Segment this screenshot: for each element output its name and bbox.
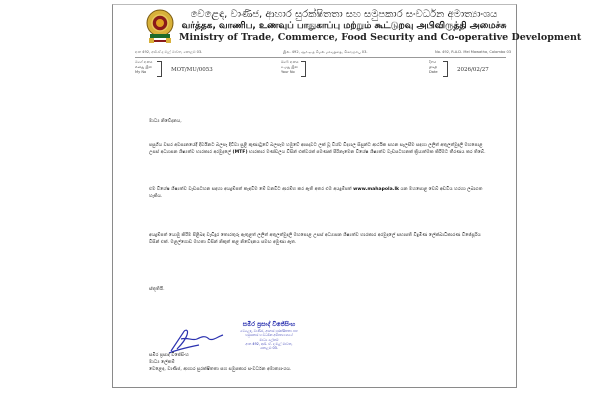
my-no-label: මගේ අංකය எனது இல My No bbox=[135, 60, 153, 74]
sri-lanka-emblem-icon bbox=[145, 7, 175, 45]
header-divider bbox=[135, 57, 506, 58]
paragraph-1 bbox=[149, 143, 489, 156]
paragraph-1-text: පසුගිය වසර අවසානයේදී දිවයිනට බලපෑ දිට්වා සුළි කුණාටුවේ බලපෑම හමුවේ ආපදාවට ලක් වූ විශ්ව විද්‍යාල සිසුන්ට ආර්ථික සහන සැලසීම සඳහා ලලිත් අතුලත්මුදලි මහපොළ උසස් අධ්‍යාපන ශිෂ්‍යත්ව භාරකාර අරමුදලේ bbox=[149, 143, 483, 155]
letterhead bbox=[179, 9, 582, 44]
paragraph-1-rest: භාරකාර මණ්ඩලය විසින් එක්වරක් පමණක් පිරිනැමෙන විශේෂ ශිෂ්‍යත්ව වැඩසටහනක් ක්‍රියාත්මක කිරීමට තීරණය කර තිබේ. bbox=[249, 149, 486, 155]
ministry-title-english: Ministry of Trade, Commerce, Food Security and Co-operative Development bbox=[179, 32, 582, 43]
mtf-abbreviation: (MTF) bbox=[232, 149, 248, 155]
ministry-title-sinhala: වෙළෙඳ, වාණිජ, ආහාර සුරක්ෂිතතා සහ සමුපකාර සංවර්ධන අමාත්‍යාංශය bbox=[190, 9, 498, 20]
viewer-background bbox=[0, 0, 112, 400]
signatory-title: මාධ්‍ය ලේකම් bbox=[149, 360, 175, 365]
my-no-brace bbox=[157, 61, 162, 77]
website-link[interactable]: www.mahapola.lk bbox=[353, 187, 400, 192]
date-brace bbox=[443, 61, 448, 77]
paragraph-2-text: එම විශේෂ ශිෂ්‍යත්ව වැඩසටහන සඳහා අයදුම්පත් කැඳවීම මේ වනවිට ආරම්භ කර ඇති අතර එම අයදුම්පත් bbox=[149, 187, 352, 192]
stamp-name: සමීර ප්‍රසාද් විජේසිංහ bbox=[242, 321, 296, 328]
address-tamil: இல. 492, ஆர்.ஏ.த மெல் மாவத்தை, கொழும்பு 03. bbox=[283, 50, 368, 54]
stamp-line-2: සමුපකාර සංවර්ධන අමාත්‍යාංශයේ bbox=[245, 333, 293, 338]
stamp-line-5: කොළඹ 03. bbox=[260, 346, 278, 351]
date-value: 2026/02/27 bbox=[457, 67, 489, 73]
stamp-line-1: වෙළෙඳ, වාණිජ, ආහාර සුරක්ෂිතතා සහ bbox=[240, 329, 298, 333]
paragraph-2-rest: යන මහපොළ වෙබ් අඩවිය හරහා ලබාගත හැකිය. bbox=[149, 187, 483, 199]
signatory-block bbox=[149, 352, 291, 373]
date-label: දිනය திகதி Date bbox=[429, 60, 438, 74]
salutation: මාධ්‍ය නිවේදනය, bbox=[149, 119, 182, 124]
address-english: No. 492, R.A.D. Mel Mawatha, Colombo 03 bbox=[435, 50, 512, 54]
official-stamp bbox=[219, 321, 319, 350]
paragraph-3: අයදුම්පත් යොමු කිරීම පිළිබඳ වැඩිදුර තොරතුරු ඇතුළත් ලලිත් අතුලත්මුදලි මහපොළ උසස් අධ්‍යාපන ශිෂ්‍යත්ව භාරකාර අරමුදලේ සභාපති වීදුමිණ ලේක්ඛාධිකාරණ විජේසූරිය විසින් එක්. මළල්ගොඩ මහතා විසින් නිකුත් කළ නිවේදනය සමඟ අමුණා ඇත. bbox=[149, 233, 481, 245]
signatory-ministry: වෙළෙඳ, වාණිජ, ආහාර සුරක්ෂිතතා සහ සමුපකාර සංවර්ධන අමාත්‍යාංශය. bbox=[149, 367, 292, 372]
stamp-line-3: මාධ්‍ය ලේකම් bbox=[259, 337, 279, 342]
address-sinhala: අංක 492, ආර්.ඒ.ද මැල් මාවත, කොළඹ 03. bbox=[135, 50, 203, 54]
my-no-value: MOT/MU/0053 bbox=[171, 67, 213, 73]
signatory-name: සමීර ප්‍රසාද් විජේසිංහ bbox=[149, 353, 189, 358]
letter-page bbox=[112, 4, 582, 388]
closing: ස්තූතියි. bbox=[149, 287, 165, 292]
stamp-line-4: අංක 492, ආර්. ඒ. ද මැල් මාවත, bbox=[245, 341, 293, 346]
your-no-label: ඔබේ අංකය உமது இல Your No bbox=[281, 60, 299, 74]
ministry-title-tamil: வர்த்தக, வாணிப, உணவுப் பாதுகாப்பு மற்றும் கூட்டுறவு அபிவிருத்தி அமைச்சு bbox=[181, 21, 507, 31]
your-no-brace bbox=[301, 61, 306, 77]
paragraph-2 bbox=[149, 187, 489, 200]
